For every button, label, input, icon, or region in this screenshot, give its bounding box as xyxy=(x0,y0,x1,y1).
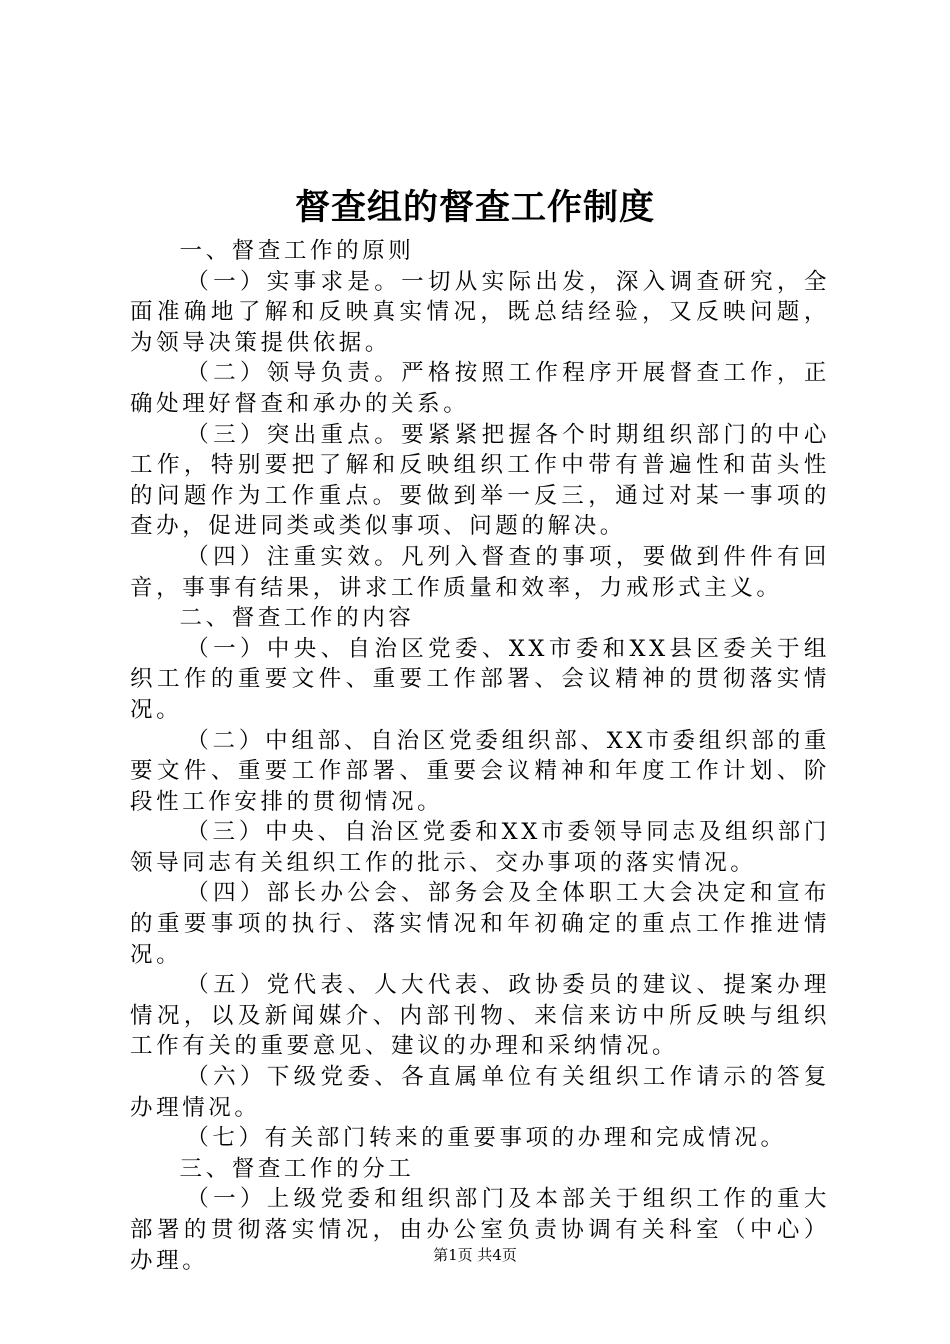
paragraph: （二）中组部、自治区党委组织部、XX市委组织部的重要文件、重要工作部署、重要会议精神和年度工作计划、阶段性工作安排的贯彻情况。 xyxy=(130,727,830,815)
paragraph: （一）中央、自治区党委、XX市委和XX县区委关于组织工作的重要文件、重要工作部署、会议精神的贯彻落实情况。 xyxy=(130,635,830,723)
paragraph: （四）部长办公会、部务会及全体职工大会决定和宣布的重要事项的执行、落实情况和年初确定的重点工作推进情况。 xyxy=(130,880,830,968)
document-title: 督查组的督查工作制度 xyxy=(294,187,655,228)
paragraph: （二）领导负责。严格按照工作程序开展督查工作，正确处理好督查和承办的关系。 xyxy=(130,360,830,417)
page-number: 第1页 共4页 xyxy=(433,1246,517,1264)
section-heading-1: 一、督查工作的原则 xyxy=(179,238,415,264)
paragraph: （六）下级党委、各直属单位有关组织工作请示的答复办理情况。 xyxy=(130,1064,830,1121)
paragraph: （四）注重实效。凡列入督查的事项，要做到件件有回音，事事有结果，讲求工作质量和效率，力戒形式主义。 xyxy=(130,543,830,601)
paragraph: （一）上级党委和组织部门及本部关于组织工作的重大部署的贯彻落实情况，由办公室负责协调有关科室（中心）办理。 xyxy=(130,1186,830,1274)
paragraph: （三）突出重点。要紧紧把握各个时期组织部门的中心工作，特别要把了解和反映组织工作中带有普遍性和苗头性的问题作为工作重点。要做到举一反三，通过对某一事项的查办，促进同类或类似事项、问题的解决。 xyxy=(130,421,830,540)
paragraph: （三）中央、自治区党委和XX市委领导同志及组织部门领导同志有关组织工作的批示、交办事项的落实情况。 xyxy=(130,819,830,876)
paragraph: （七）有关部门转来的重要事项的办理和完成情况。 xyxy=(186,1125,787,1152)
section-heading-2: 二、督查工作的内容 xyxy=(179,605,415,632)
document-body xyxy=(130,236,830,1276)
paragraph: （一）实事求是。一切从实际出发，深入调查研究，全面准确地了解和反映真实情况，既总结经验，又反映问题，为领导决策提供依据。 xyxy=(130,268,830,356)
section-heading-3: 三、督查工作的分工 xyxy=(179,1155,415,1182)
paragraph: （五）党代表、人大代表、政协委员的建议、提案办理情况，以及新闻媒介、内部刊物、来信来访中所反映与组织工作有关的重要意见、建议的办理和采纳情况。 xyxy=(130,972,830,1060)
